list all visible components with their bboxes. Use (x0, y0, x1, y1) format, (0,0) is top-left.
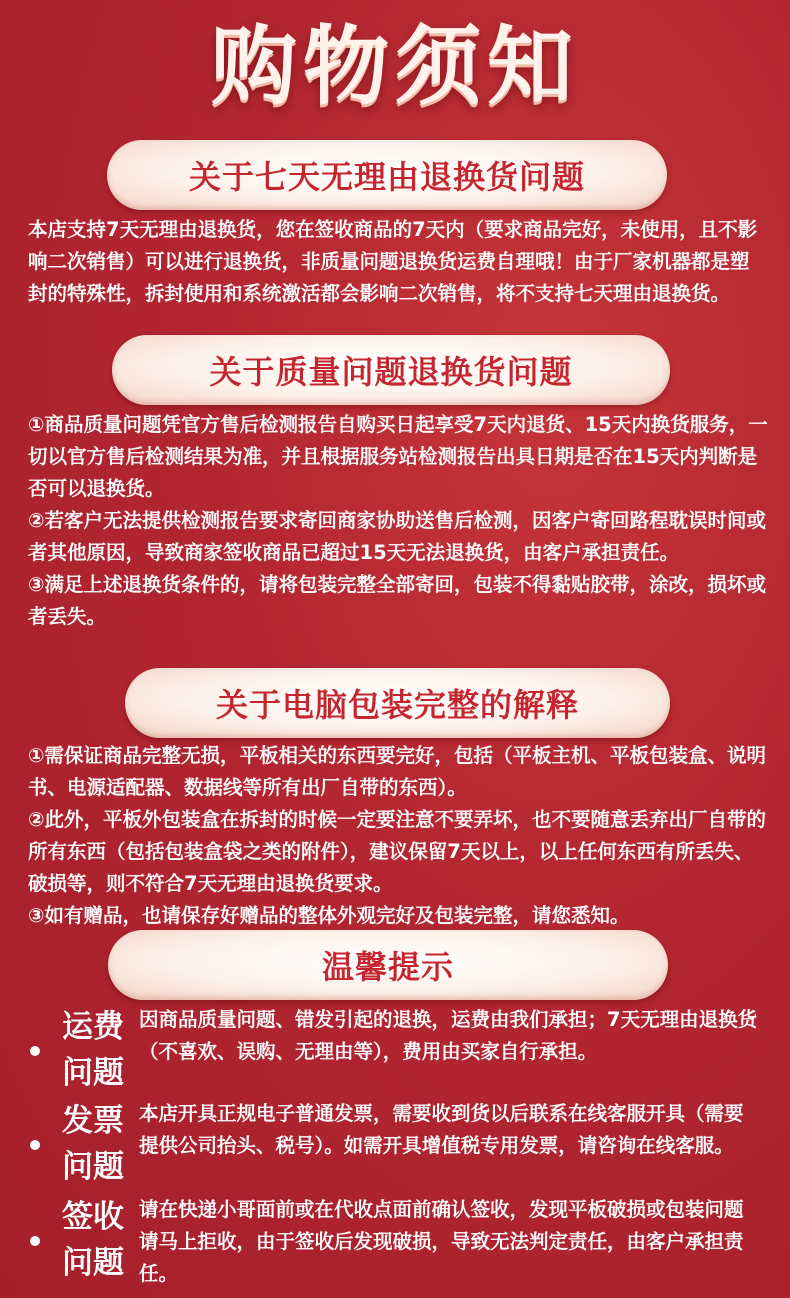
tip-label-top: 签收 (62, 1199, 124, 1235)
tip-shipping-fee (0, 1004, 790, 1104)
tip-label-bottom: 问题 (62, 1055, 124, 1091)
tip-label-bottom: 问题 (62, 1245, 124, 1281)
tip-label (58, 1194, 128, 1286)
bullet-icon (30, 1046, 40, 1056)
section-text-seven-day-return: 本店支持7天无理由退换货，您在签收商品的7天内（要求商品完好，未使用，且不影响二次销售）可以进行退换货，非质量问题退换货运费自理哦！由于厂家机器都是塑封的特殊性，拆封使用和系统激活都会影响二次销售，将不支持七天理由退换货。 (28, 218, 758, 305)
tip-label (58, 1098, 128, 1190)
bullet-icon (30, 1236, 40, 1246)
section-heading-packaging (125, 668, 670, 738)
section-heading-warm-tips (108, 930, 668, 1000)
section-heading-quality-return (112, 335, 670, 405)
tip-text: 本店开具正规电子普通发票，需要收到货以后联系在线客服开具（需要提供公司抬头、税号）。如需开具增值税专用发票，请咨询在线客服。 (139, 1102, 744, 1157)
section-text-packaging: ①需保证商品完整无损，平板相关的东西要完好，包括（平板主机、平板包装盒、说明书、电源适配器、数据线等所有出厂自带的东西）。 ②此外，平板外包装盒在拆封的时候一定要注意不要弄坏，也不要随意丢弃出厂自带的所有东西（包括包装盒袋之类的附件），建议保留7天以上，以上任何东西有所丢失、破损等，则不符合7天无理由退换货要求。 ③如有赠品，也请保存好赠品的整体外观完好及包装完整，请您悉知。 (28, 744, 767, 927)
tip-label (58, 1004, 128, 1096)
tip-label-bottom: 问题 (62, 1149, 124, 1185)
section-heading-label: 关于电脑包装完整的解释 (215, 686, 579, 724)
tip-signing (0, 1194, 790, 1294)
section-text-quality-return: ①商品质量问题凭官方售后检测报告自购买日起享受7天内退货、15天内换货服务，一切以官方售后检测结果为准，并且根据服务站检测报告出具日期是否在15天内判断是否可以退换货。 ②若客户无法提供检测报告要求寄回商家协助送售后检测，因客户寄回路程耽误时间或者其他原因，导致商家签收商品已超过15天无法退换货，由客户承担责任。 ③满足上述退换货条件的，请将包装完整全部寄回，包装不得黏贴胶带，涂改，损坏或者丢失。 (28, 413, 768, 628)
bullet-icon (30, 1140, 40, 1150)
tip-text: 因商品质量问题、错发引起的退换，运费由我们承担；7天无理由退换货（不喜欢、误购、无理由等），费用由买家自行承担。 (139, 1008, 758, 1063)
page-title: 购物须知 (211, 17, 579, 117)
tip-invoice (0, 1098, 790, 1198)
section-heading-label: 温馨提示 (321, 948, 454, 986)
tip-label-top: 发票 (62, 1103, 124, 1139)
section-heading-seven-day-return (107, 140, 667, 210)
section-heading-label: 关于七天无理由退换货问题 (188, 158, 585, 196)
tip-label-top: 运费 (62, 1009, 124, 1045)
tip-text: 请在快递小哥面前或在代收点面前确认签收，发现平板破损或包装问题请马上拒收，由于签收后发现破损，导致无法判定责任，由客户承担责任。 (139, 1198, 744, 1285)
section-heading-label: 关于质量问题退换货问题 (209, 353, 573, 391)
